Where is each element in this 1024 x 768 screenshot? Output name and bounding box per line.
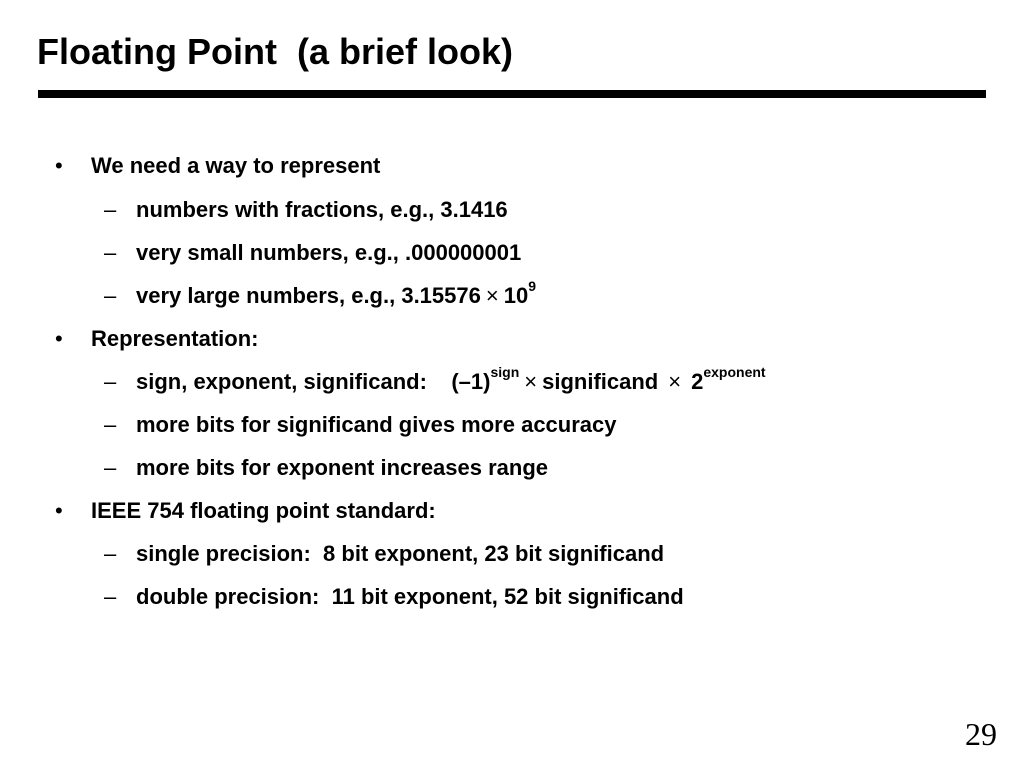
dash-icon: – [104,197,117,222]
sub-bullet-text: numbers with fractions, e.g., 3.1416 [136,197,508,222]
sub-bullet-text: very small numbers, e.g., .000000001 [136,240,522,265]
sub-bullet-text: single precision: 8 bit exponent, 23 bit significand [136,541,665,566]
sub-bullet-item [0,575,684,618]
sub-bullet-text [136,274,536,317]
dash-icon: – [104,541,117,566]
bullet-item [0,317,259,360]
sub-bullet-item [0,532,665,575]
sub-bullet-item [0,188,508,231]
sub-bullet-item [0,403,617,446]
times-sign: × [485,283,499,308]
bullet-text: IEEE 754 floating point standard: [91,498,436,523]
sub-bullet-item [0,446,549,489]
sub-bullet-item [0,231,522,274]
page-number: 29 [965,716,997,752]
bullet-dot-icon: • [55,498,63,523]
sub-bullet-item [0,360,766,403]
power-base: 10 [503,283,529,308]
sub-bullet-item [0,274,536,317]
text-run: very large numbers, e.g., 3.15576 [136,283,481,308]
dash-icon: – [104,412,117,437]
times-sign: × [524,369,538,394]
times-sign: × [668,369,682,394]
sign-superscript: sign [490,363,520,380]
bullet-dot-icon: • [55,153,63,178]
text-run: significand [542,369,659,394]
dash-icon: – [104,240,117,265]
slide-title: Floating Point (a brief look) [37,31,513,72]
sub-bullet-text [136,360,766,403]
title-underline-rule [38,90,986,98]
sub-bullet-text: more bits for significand gives more accuracy [136,412,617,437]
power-exponent: exponent [703,363,766,380]
dash-icon: – [104,584,117,609]
bullet-item [0,489,436,532]
bullet-dot-icon: • [55,326,63,351]
text-run: sign, exponent, significand: (–1) [136,369,491,394]
dash-icon: – [104,369,117,394]
bullet-item [0,144,381,187]
dash-icon: – [104,283,117,308]
bullet-text: Representation: [91,326,259,351]
bullet-text: We need a way to represent [91,153,381,178]
power-base: 2 [691,369,704,394]
power-exponent: 9 [528,277,536,294]
dash-icon: – [104,455,117,480]
sub-bullet-text: more bits for exponent increases range [136,455,549,480]
sub-bullet-text: double precision: 11 bit exponent, 52 bit significand [136,584,684,609]
